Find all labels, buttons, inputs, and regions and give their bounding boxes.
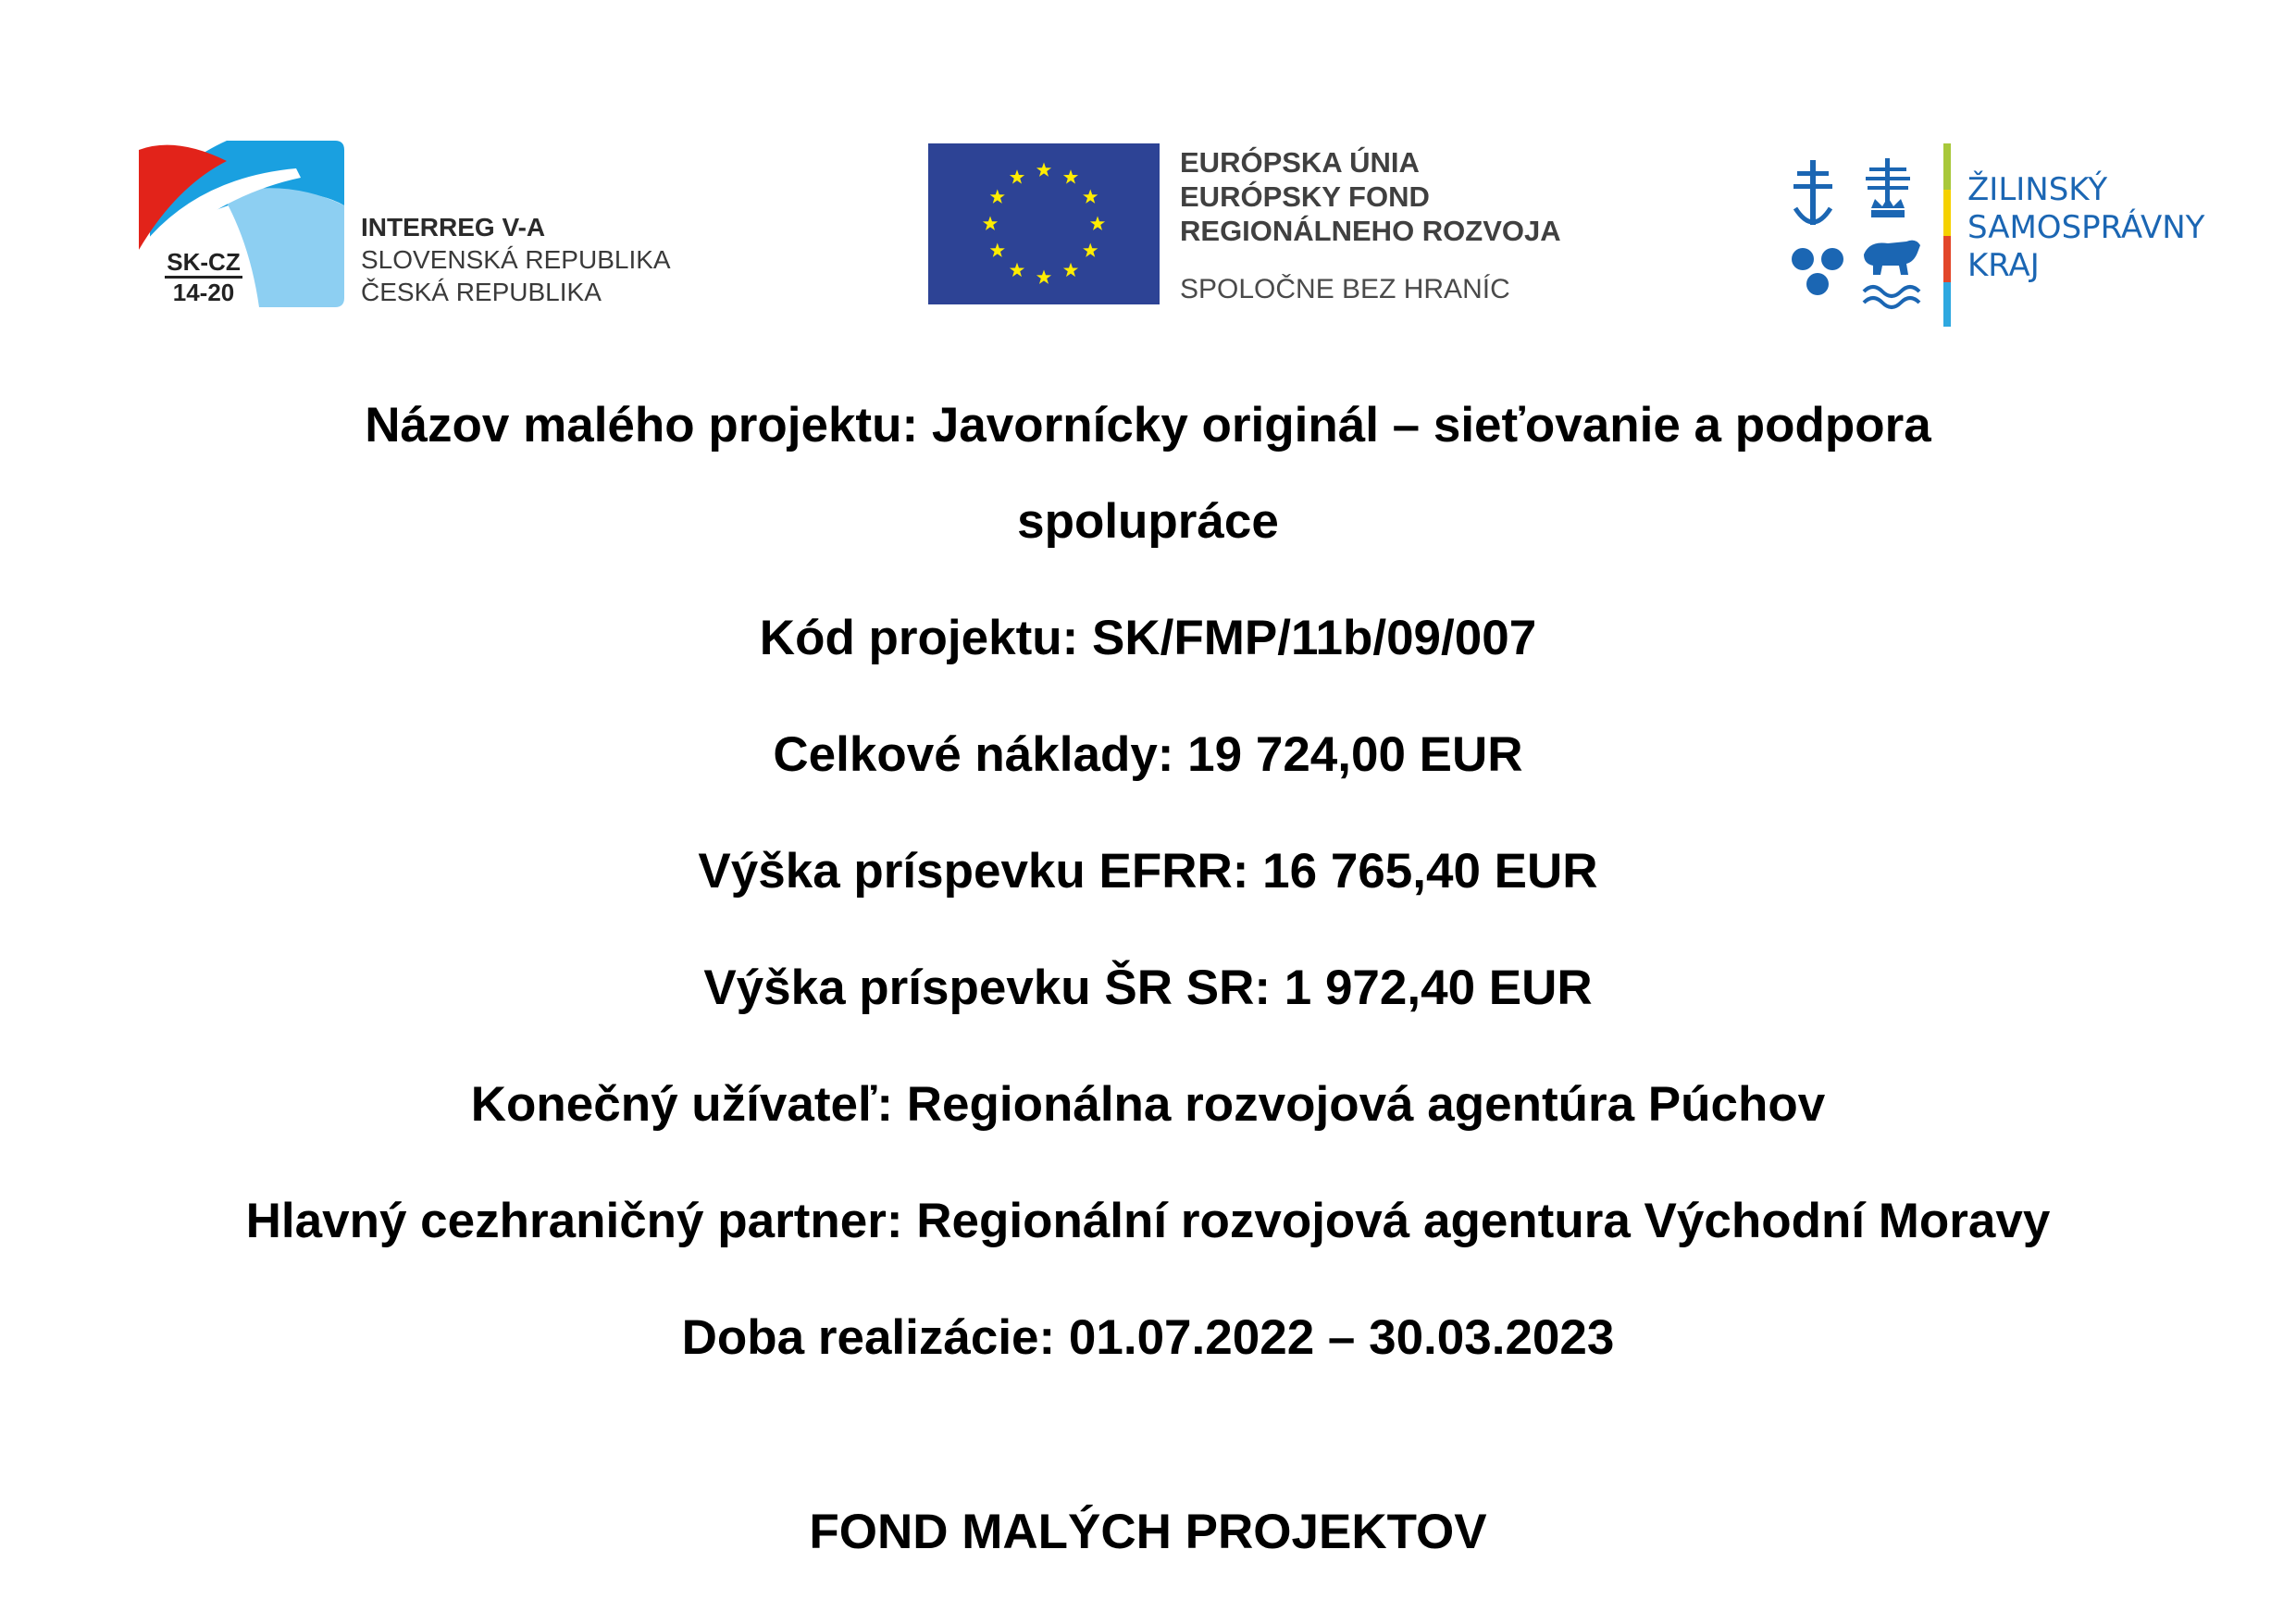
zsk-line1: ŽILINSKÝ bbox=[1967, 171, 2108, 208]
eu-logo bbox=[928, 143, 1632, 310]
interreg-logo bbox=[139, 139, 768, 315]
eu-motto: SPOLOČNE BEZ HRANÍC bbox=[1180, 274, 1510, 304]
interreg-country-sk: SLOVENSKÁ REPUBLIKA bbox=[361, 245, 671, 274]
project-code: Kód projektu: SK/FMP/11b/09/007 bbox=[759, 611, 1537, 665]
zsk-line2: SAMOSPRÁVNY bbox=[1967, 209, 2205, 246]
eu-union: EURÓPSKA ÚNIA bbox=[1180, 146, 1420, 179]
project-state-budget: Výška príspevku ŠR SR: 1 972,40 EUR bbox=[703, 961, 1593, 1015]
eu-regional: REGIONÁLNEHO ROZVOJA bbox=[1180, 215, 1561, 247]
eu-fund: EURÓPSKY FOND bbox=[1180, 180, 1430, 213]
eu-flag-icon bbox=[928, 143, 1160, 304]
logo-row bbox=[0, 0, 2296, 352]
interreg-mark-top: SK-CZ bbox=[165, 248, 242, 279]
project-name-line2: spolupráce bbox=[1017, 494, 1279, 549]
project-end-user: Konečný užívateľ: Regionálna rozvojová agentúra Púchov bbox=[470, 1077, 1826, 1132]
project-partner: Hlavný cezhraničný partner: Regionální rozvojová agentura Východní Moravy bbox=[245, 1194, 2051, 1248]
zsk-line3: KRAJ bbox=[1967, 247, 2040, 284]
interreg-text bbox=[361, 211, 671, 308]
project-period: Doba realizácie: 01.07.2022 – 30.03.2023 bbox=[681, 1310, 1615, 1365]
project-efrr: Výška príspevku EFRR: 16 765,40 EUR bbox=[698, 844, 1598, 899]
fund-title: FOND MALÝCH PROJEKTOV bbox=[809, 1505, 1487, 1559]
project-name-line1: Názov malého projektu: Javornícky originál – sieťovanie a podpora bbox=[365, 398, 1931, 452]
zsk-logo bbox=[1786, 143, 2205, 329]
interreg-title: INTERREG V-A bbox=[361, 213, 546, 242]
zsk-text bbox=[1967, 171, 2204, 285]
zsk-color-bar bbox=[1943, 143, 1951, 327]
interreg-country-cz: ČESKÁ REPUBLIKA bbox=[361, 278, 602, 306]
zsk-emblem-icon bbox=[1786, 153, 1934, 315]
interreg-mark-bottom: 14-20 bbox=[172, 279, 235, 306]
eu-text bbox=[1180, 145, 1561, 306]
interreg-mark-label bbox=[139, 248, 268, 306]
project-total-cost: Celkové náklady: 19 724,00 EUR bbox=[773, 727, 1523, 782]
